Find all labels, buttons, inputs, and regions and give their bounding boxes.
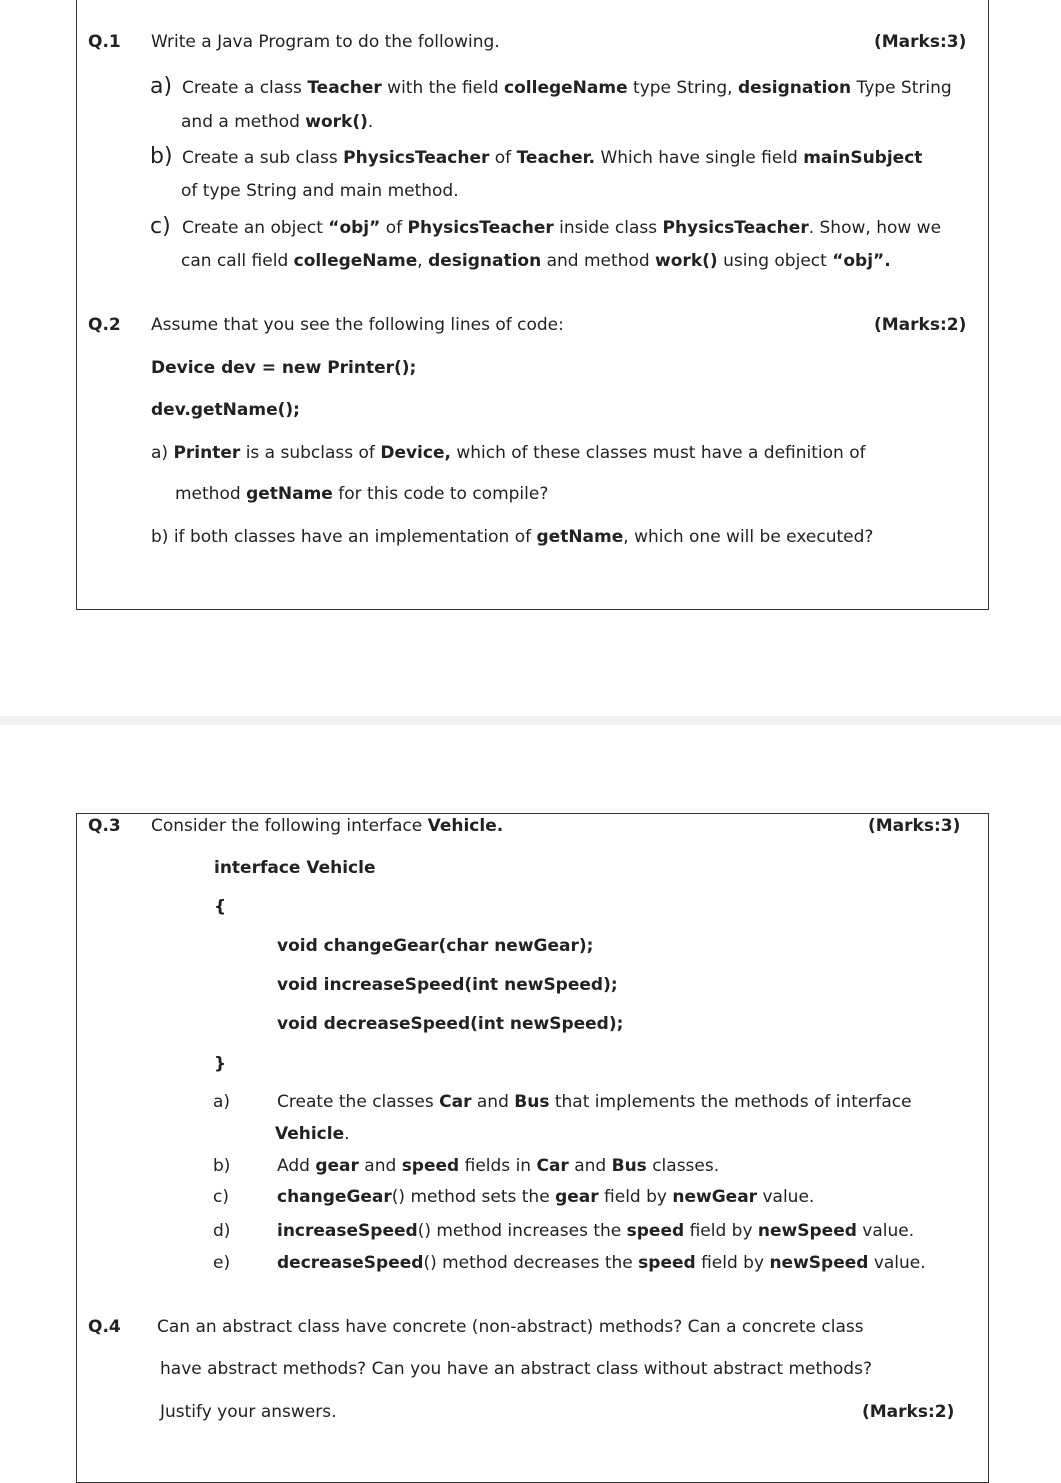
q1-prompt: Write a Java Program to do the following. [151,32,500,52]
bold-text-run: Printer [173,443,241,463]
text-run: , which one will be executed? [623,527,874,547]
q2-code-line1: Device dev = new Printer(); [151,358,417,378]
q3-code-header: interface Vehicle [214,858,376,878]
q1-item-c-letter: c) [150,214,171,239]
text-run: inside class [553,218,663,238]
bold-text-run: gear [315,1156,359,1176]
bold-text-run: “obj”. [832,251,891,271]
q1-marks: (Marks:3) [874,32,967,52]
bold-text-run: increaseSpeed [277,1221,418,1241]
text-run: and a method [181,112,306,132]
text-run: Add [277,1156,316,1176]
text-run: and method [541,251,656,271]
text-run: field by [695,1253,770,1273]
text-run: classes. [646,1156,720,1176]
text-run: Create an object [182,218,329,238]
text-run: which of these classes must have a definition of [450,443,866,463]
bold-text-run: Bus [514,1092,550,1112]
q3-item-e-line1 [277,1252,926,1274]
bold-text-run: work() [655,251,718,271]
text-run: Consider the following interface [151,816,428,836]
bold-text-run: PhysicsTeacher [407,218,554,238]
q3-item-e-letter: e) [213,1253,231,1273]
text-run: b) if both classes have an implementation of [151,527,537,547]
text-run: of [380,218,408,238]
page-separator [0,716,1061,725]
q2-code-line2: dev.getName(); [151,400,300,420]
text-run: . [367,112,374,132]
bold-text-run: speed [638,1253,696,1273]
bold-text-run: gear [555,1187,599,1207]
text-run: method [175,484,247,504]
text-run: Create the classes [277,1092,440,1112]
text-run: type String, [627,78,738,98]
text-run: . [344,1124,350,1144]
text-run: , [417,251,429,271]
text-run: field by [598,1187,673,1207]
text-run: field by [684,1221,758,1241]
q2-marks: (Marks:2) [874,315,967,335]
bold-text-run: Car [536,1156,569,1176]
text-run: a) [151,443,174,463]
bold-text-run: designation [737,78,852,98]
bold-text-run: Vehicle [275,1124,345,1144]
text-run: and [358,1156,402,1176]
text-run: () method increases the [417,1221,627,1241]
q1-item-a-line2 [181,111,373,133]
bold-text-run: Teacher. [516,148,596,168]
q1-item-a-line1 [182,77,952,99]
q1-item-c-line2 [181,250,891,272]
q3-marks: (Marks:3) [868,816,961,836]
q3-number: Q.3 [88,816,121,836]
q2-item-a-line2 [175,483,548,505]
q1-item-c-line1 [182,217,941,239]
q1-item-b-letter: b) [150,144,173,169]
q3-code-method-3: void decreaseSpeed(int newSpeed); [277,1014,624,1034]
bold-text-run: Vehicle. [427,816,504,836]
text-run: value. [757,1187,815,1207]
q1-item-b-line1 [182,147,922,169]
q3-item-b-line1 [277,1155,719,1177]
q3-code-method-1: void changeGear(char newGear); [277,936,594,956]
q4-line1: Can an abstract class have concrete (non-abstract) methods? Can a concrete class [157,1317,864,1337]
q3-item-a-line2 [275,1123,350,1145]
q1-item-a-letter: a) [150,74,173,99]
q2-item-b-line1 [151,526,873,548]
q3-code-close-brace: } [214,1054,227,1074]
q2-item-a-line1 [151,442,866,464]
text-run: and [568,1156,612,1176]
q3-item-a-letter: a) [213,1092,231,1112]
bold-text-run: Bus [611,1156,647,1176]
bold-text-run: getName [536,527,624,547]
bold-text-run: speed [626,1221,685,1241]
q3-prompt [151,815,503,837]
text-run: value. [856,1221,915,1241]
text-run: that implements the methods of interface [549,1092,912,1112]
bold-text-run: changeGear [277,1187,392,1207]
q4-line2: have abstract methods? Can you have an abstract class without abstract methods? [160,1359,872,1379]
text-run: value. [868,1253,926,1273]
text-run: () method decreases the [423,1253,639,1273]
text-run: fields in [459,1156,537,1176]
q4-marks: (Marks:2) [862,1402,955,1422]
bold-text-run: getName [246,484,333,504]
bold-text-run: Car [439,1092,472,1112]
bold-text-run: PhysicsTeacher [662,218,809,238]
q3-item-b-letter: b) [213,1156,231,1176]
text-run: Type String [851,78,952,98]
text-run: is a subclass of [240,443,381,463]
q3-item-a-line1 [277,1091,912,1113]
q3-item-d-letter: d) [213,1221,231,1241]
text-run: of type String and main method. [181,181,459,201]
bold-text-run: work() [305,112,368,132]
q3-item-c-letter: c) [213,1187,229,1207]
bold-text-run: speed [401,1156,460,1176]
q2-prompt: Assume that you see the following lines of code: [151,315,564,335]
q4-number: Q.4 [88,1317,121,1337]
text-run: of [489,148,517,168]
q2-number: Q.2 [88,315,121,335]
text-run: for this code to compile? [332,484,549,504]
bold-text-run: newSpeed [757,1221,857,1241]
text-run: () method sets the [391,1187,556,1207]
q3-code-method-2: void increaseSpeed(int newSpeed); [277,975,618,995]
text-run: using object [717,251,833,271]
bold-text-run: designation [428,251,542,271]
bold-text-run: PhysicsTeacher [343,148,490,168]
bold-text-run: collegeName [504,78,628,98]
q3-item-d-line1 [277,1220,914,1242]
text-run: Create a sub class [182,148,344,168]
bold-text-run: decreaseSpeed [277,1253,424,1273]
q1-number: Q.1 [88,32,121,52]
text-run: . Show, how we [808,218,942,238]
bold-text-run: newGear [672,1187,758,1207]
page-2-question-box [76,813,989,1483]
q3-code-open-brace: { [214,897,227,917]
q1-item-b-line2 [181,180,459,202]
bold-text-run: Device, [380,443,451,463]
q3-item-c-line1 [277,1186,814,1208]
bold-text-run: Teacher [307,78,382,98]
q4-line3: Justify your answers. [160,1402,337,1422]
text-run: and [471,1092,515,1112]
bold-text-run: newSpeed [769,1253,869,1273]
text-run: can call field [181,251,294,271]
text-run: Which have single field [595,148,804,168]
bold-text-run: “obj” [328,218,381,238]
bold-text-run: mainSubject [803,148,923,168]
text-run: with the field [381,78,505,98]
text-run: Create a class [182,78,308,98]
bold-text-run: collegeName [293,251,418,271]
